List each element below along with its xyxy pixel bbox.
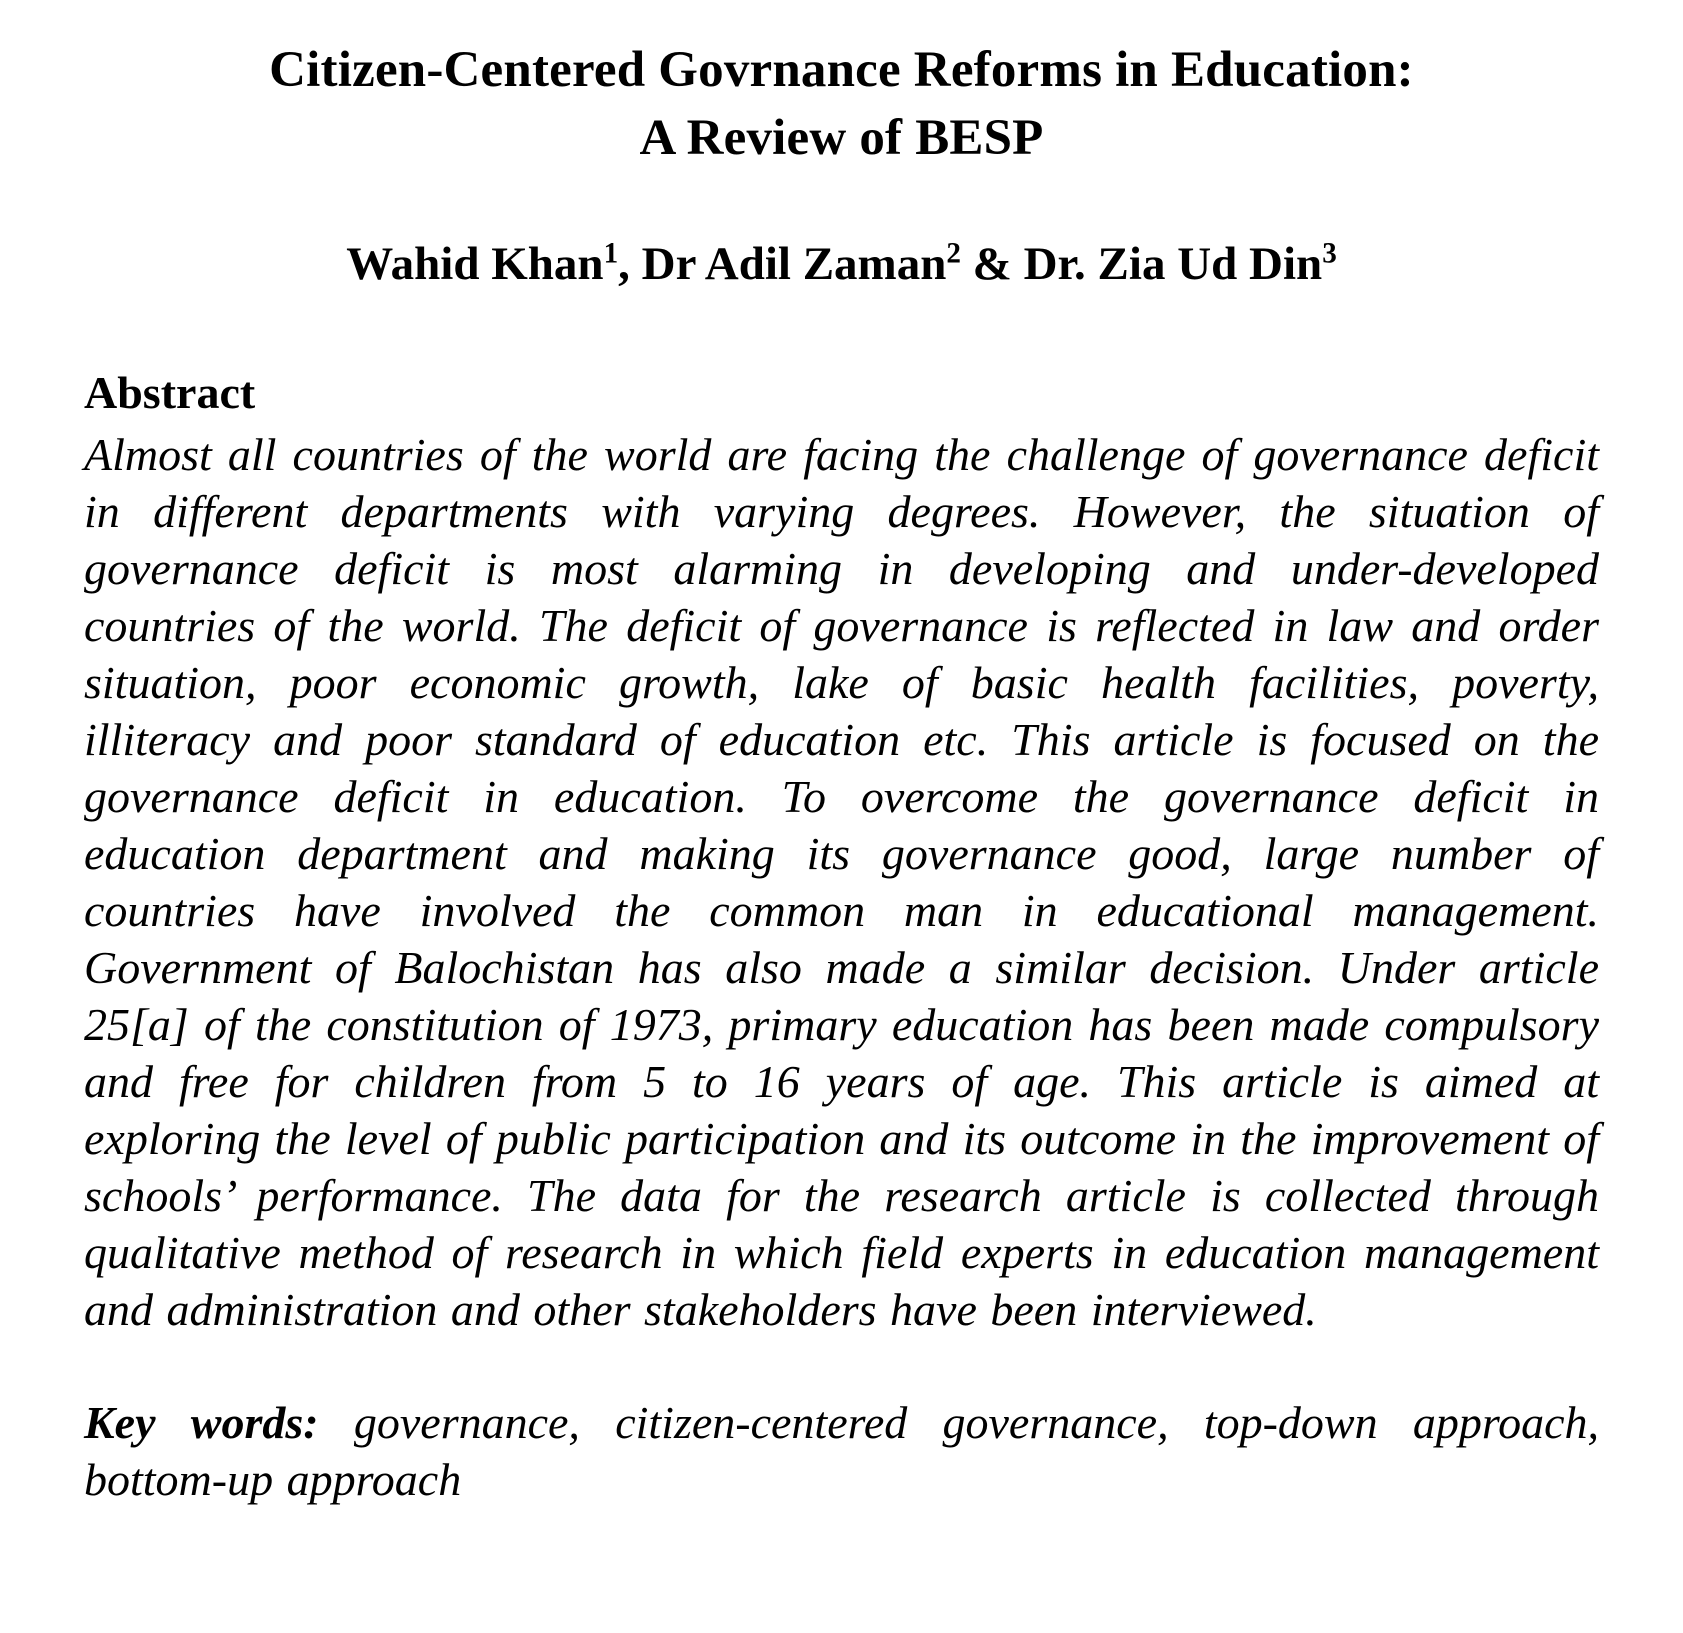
abstract-text: Almost all countries of the world are facing the challenge of governance deficit in different departments with varying degrees. However, the situation of governance deficit is most alarming in developing and under-developed countries of the world. The deficit of governance is reflected in law and order situation, poor economic growth, lake of basic health facilities, poverty, illiteracy and poor standard of education etc. This article is focused on the governance deficit in education. To overcome the governance deficit in education department and making its governance good, large number of countries have involved the common man in educational management. Government of Balochistan has also made a similar decision. Under article 25[a] of the constitution of 1973, primary education has been made compulsory and free for children from 5 to 16 years of age. This article is aimed at exploring the level of public participation and its outcome in the improvement of schools’ performance. The data for the research article is collected through qualitative method of research in which field experts in education management and administration and other stakeholders have been interviewed. bbox=[84, 429, 1599, 1335]
keywords-label: Key words: bbox=[84, 1397, 319, 1448]
author-separator-1: , bbox=[618, 238, 642, 290]
paper-title-line2: A Review of BESP bbox=[639, 110, 1044, 166]
keywords-line bbox=[84, 1394, 1599, 1508]
abstract-heading: Abstract bbox=[84, 367, 256, 418]
author-1-name: Wahid Khan bbox=[346, 238, 604, 290]
authors-line bbox=[84, 234, 1599, 294]
author-separator-2: & bbox=[960, 238, 1024, 290]
author-2-name: Dr Adil Zaman bbox=[641, 238, 947, 290]
author-3-superscript: 3 bbox=[1322, 237, 1337, 270]
author-1-superscript: 1 bbox=[603, 237, 619, 270]
keywords-text: governance, citizen-centered governance, top-down approach, bottom-up approach bbox=[84, 1397, 1599, 1505]
paper-title bbox=[84, 36, 1599, 172]
author-2-superscript: 2 bbox=[946, 237, 961, 270]
paper-title-line1: Citizen-Centered Govrnance Reforms in Education: bbox=[269, 42, 1414, 98]
author-3-name: Dr. Zia Ud Din bbox=[1023, 238, 1323, 290]
